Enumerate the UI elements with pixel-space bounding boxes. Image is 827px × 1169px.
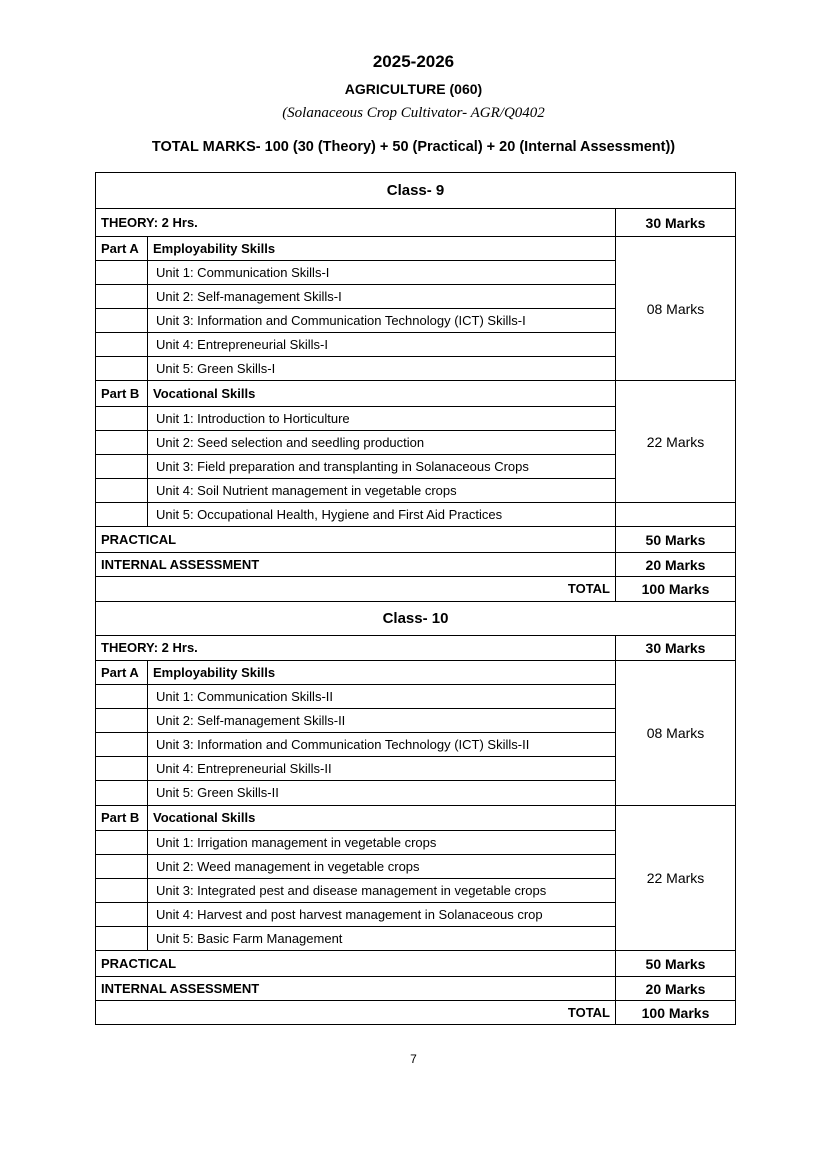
class10-partA-label: Part A xyxy=(96,661,148,685)
class10-partA-marks: 08 Marks xyxy=(616,661,736,806)
class10-title: Class- 10 xyxy=(96,602,736,636)
class9-partA-unit: Unit 4: Entrepreneurial Skills-I xyxy=(148,333,616,357)
class9-internal-marks: 20 Marks xyxy=(616,553,736,577)
class9-partA-unit: Unit 5: Green Skills-I xyxy=(148,357,616,381)
class9-partB-marks: 22 Marks xyxy=(616,381,736,503)
class9-partA-unit: Unit 1: Communication Skills-I xyxy=(148,261,616,285)
class9-theory-marks: 30 Marks xyxy=(616,209,736,237)
class9-partB-label: Part B xyxy=(96,381,148,407)
class10-partA-unit: Unit 1: Communication Skills-II xyxy=(148,685,616,709)
class9-practical-marks: 50 Marks xyxy=(616,527,736,553)
class10-partB-marks: 22 Marks xyxy=(616,806,736,951)
class9-partB-unit: Unit 2: Seed selection and seedling production xyxy=(148,431,616,455)
class9-partA-label: Part A xyxy=(96,237,148,261)
class9-partA-title: Employability Skills xyxy=(148,237,616,261)
class10-theory-marks: 30 Marks xyxy=(616,636,736,661)
class10-partB-title: Vocational Skills xyxy=(148,806,616,831)
class10-theory-label: THEORY: 2 Hrs. xyxy=(96,636,616,661)
class9-partB-unit: Unit 4: Soil Nutrient management in vegetable crops xyxy=(148,479,616,503)
class9-partB-unit: Unit 5: Occupational Health, Hygiene and First Aid Practices xyxy=(148,503,616,527)
class9-partB-unit: Unit 1: Introduction to Horticulture xyxy=(148,407,616,431)
class9-partA-marks: 08 Marks xyxy=(616,237,736,381)
class10-partA-unit: Unit 4: Entrepreneurial Skills-II xyxy=(148,757,616,781)
class9-title: Class- 9 xyxy=(96,173,736,209)
class10-partA-unit: Unit 3: Information and Communication Technology (ICT) Skills-II xyxy=(148,733,616,757)
subject-title: AGRICULTURE (060) xyxy=(344,81,483,97)
class9-partA-unit: Unit 2: Self-management Skills-I xyxy=(148,285,616,309)
class10-practical-label: PRACTICAL xyxy=(96,951,616,977)
class10-partB-unit: Unit 1: Irrigation management in vegetable crops xyxy=(148,831,616,855)
class9-internal-label: INTERNAL ASSESSMENT xyxy=(96,553,616,577)
class9-theory-label: THEORY: 2 Hrs. xyxy=(96,209,616,237)
class10-partB-unit: Unit 5: Basic Farm Management xyxy=(148,927,616,951)
class10-practical-marks: 50 Marks xyxy=(616,951,736,977)
class9-total-label: TOTAL xyxy=(96,577,616,602)
job-role: (Solanaceous Crop Cultivator- AGR/Q0402 xyxy=(282,105,545,121)
class10-partB-unit: Unit 2: Weed management in vegetable crops xyxy=(148,855,616,879)
class9-marks-table xyxy=(95,172,736,1025)
class10-partB-label: Part B xyxy=(96,806,148,831)
class10-partB-unit: Unit 4: Harvest and post harvest management in Solanaceous crop xyxy=(148,903,616,927)
page-number: 7 xyxy=(410,1052,417,1066)
class10-internal-marks: 20 Marks xyxy=(616,977,736,1001)
class9-partA-unit: Unit 3: Information and Communication Technology (ICT) Skills-I xyxy=(148,309,616,333)
document-year: 2025-2026 xyxy=(372,52,455,71)
class10-total-label: TOTAL xyxy=(96,1001,616,1025)
class10-partA-unit: Unit 2: Self-management Skills-II xyxy=(148,709,616,733)
class9-partB-title: Vocational Skills xyxy=(148,381,616,407)
class10-total-marks: 100 Marks xyxy=(616,1001,736,1025)
class10-partA-title: Employability Skills xyxy=(148,661,616,685)
class9-practical-label: PRACTICAL xyxy=(96,527,616,553)
class10-internal-label: INTERNAL ASSESSMENT xyxy=(96,977,616,1001)
class9-total-marks: 100 Marks xyxy=(616,577,736,602)
class10-partB-unit: Unit 3: Integrated pest and disease management in vegetable crops xyxy=(148,879,616,903)
total-marks-summary: TOTAL MARKS- 100 (30 (Theory) + 50 (Practical) + 20 (Internal Assessment)) xyxy=(151,139,676,155)
class9-partB-unit: Unit 3: Field preparation and transplanting in Solanaceous Crops xyxy=(148,455,616,479)
class10-partA-unit: Unit 5: Green Skills-II xyxy=(148,781,616,806)
